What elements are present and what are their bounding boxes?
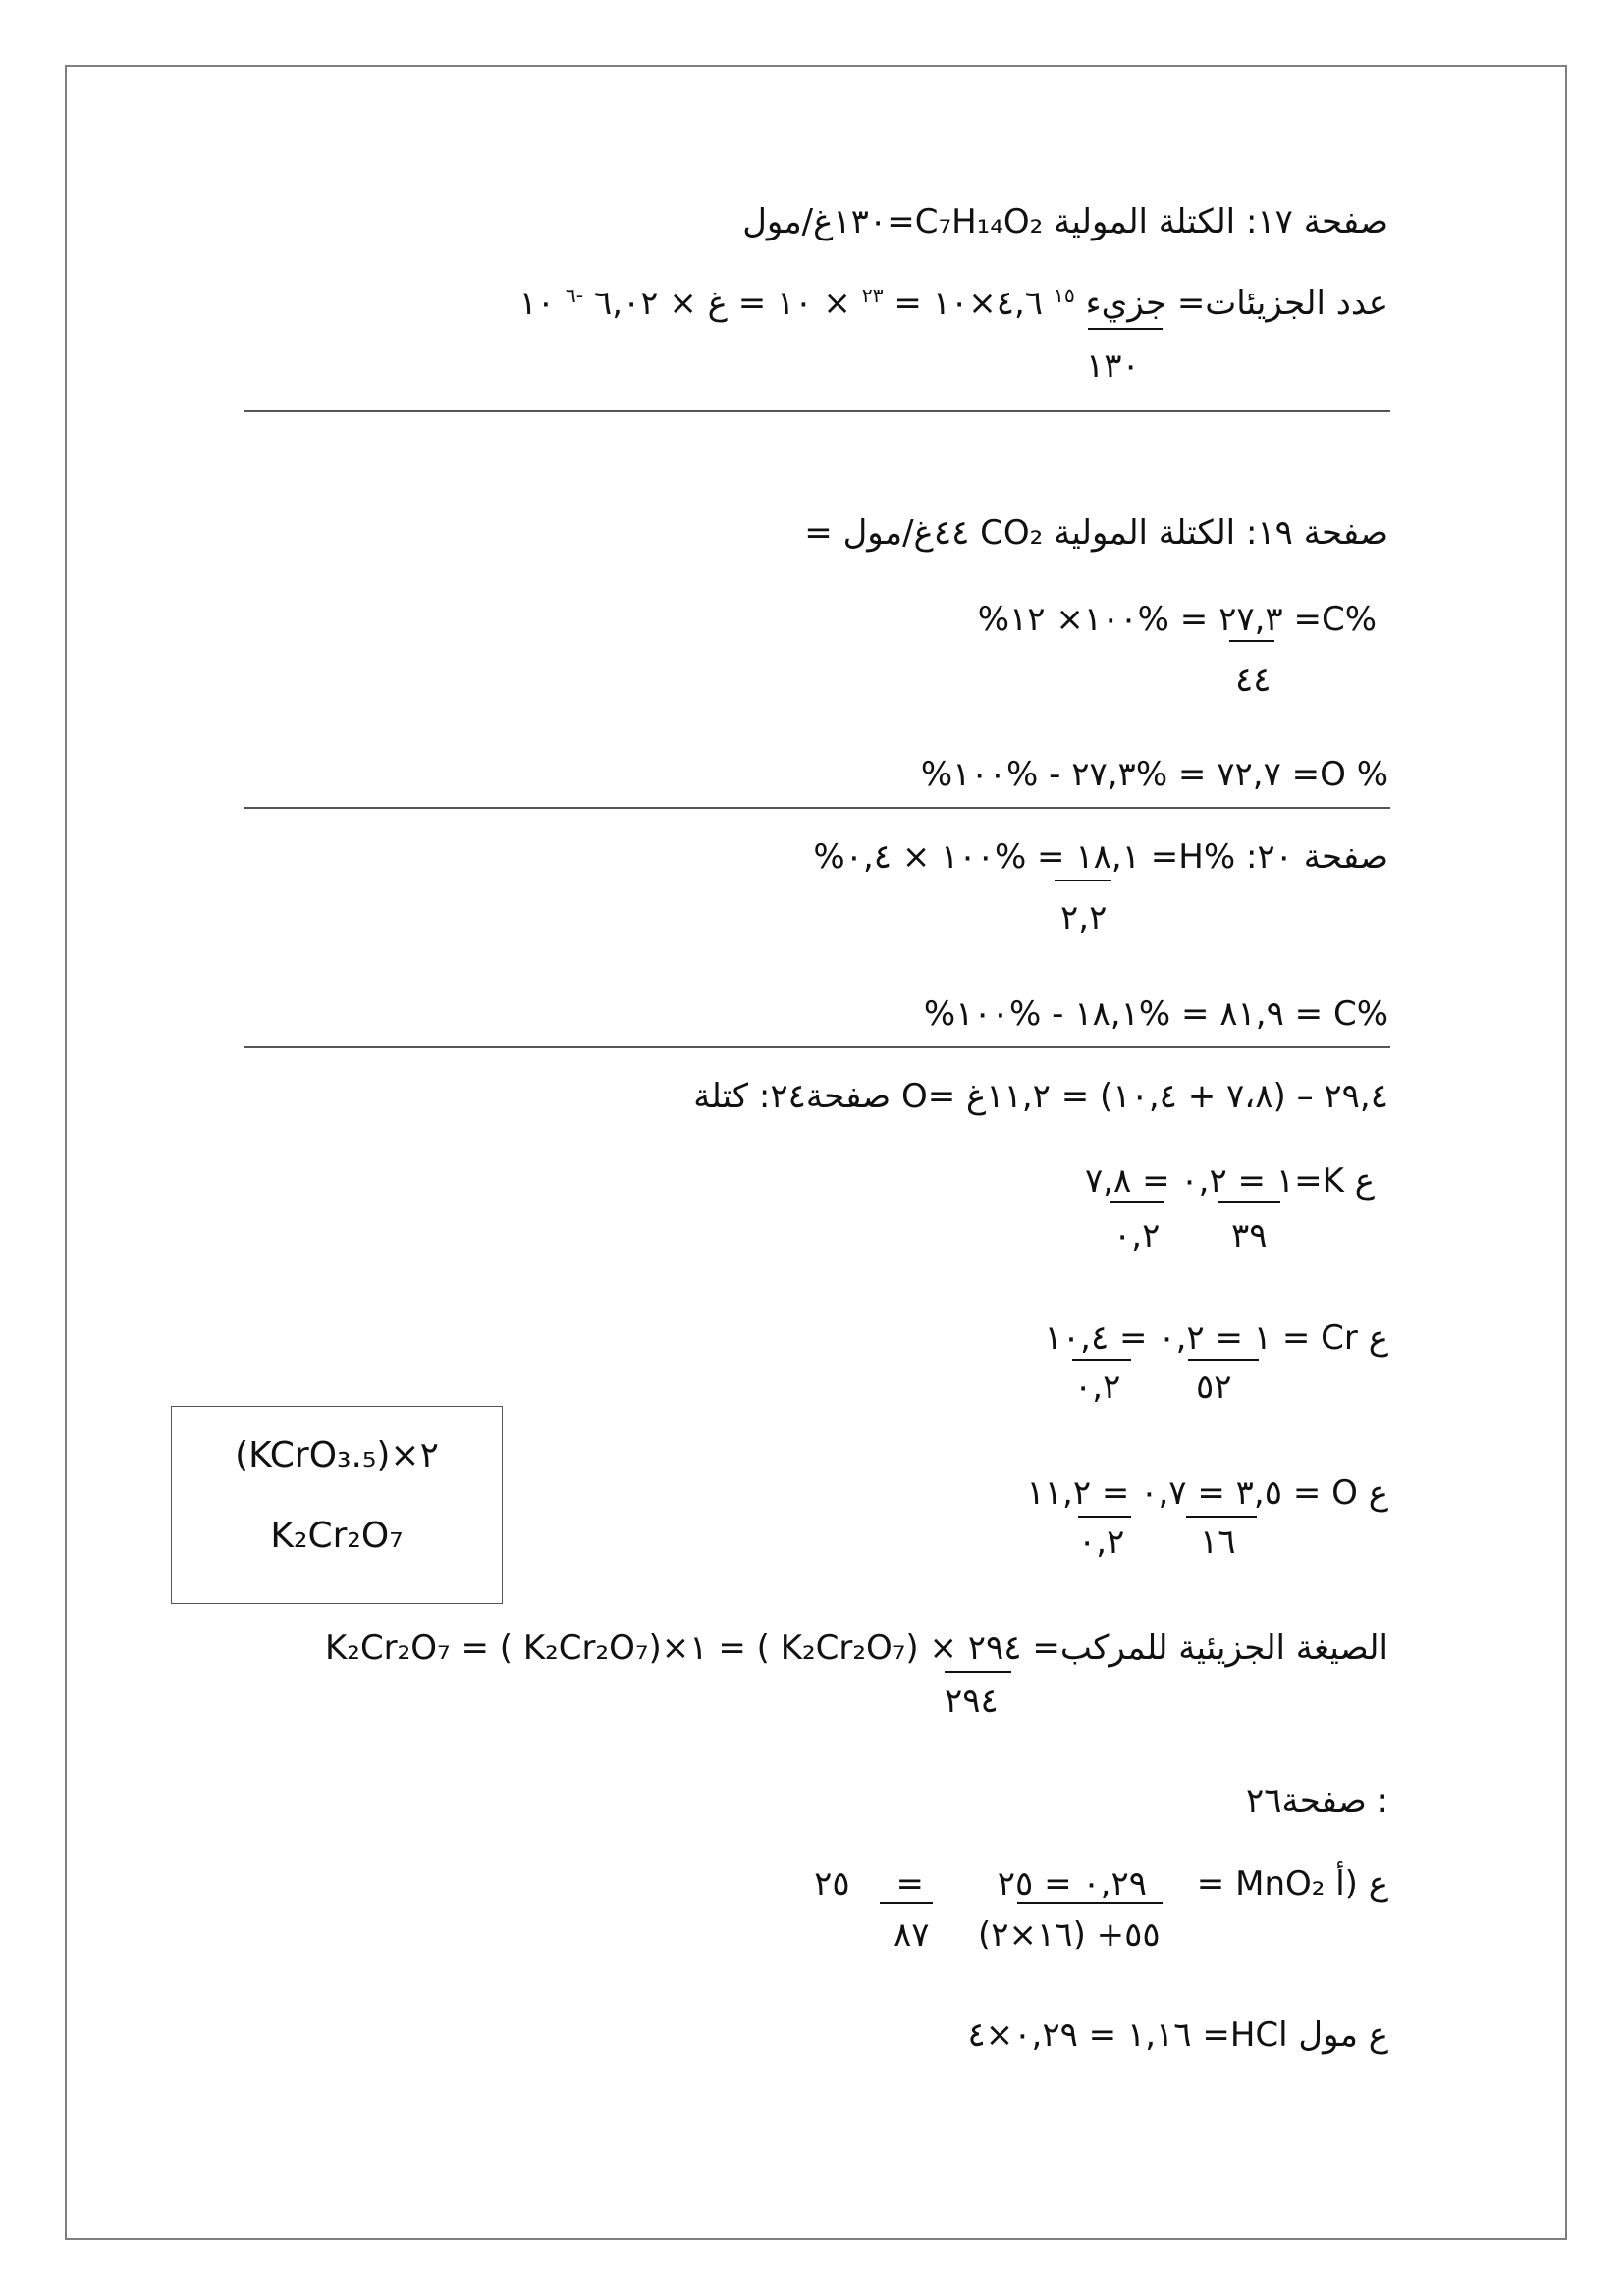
p24-oxygen-mass-line: صفحة٢٤: كتلة O= ٢٩,٤ – (٧،٨ + ١٠,٤) = ١١,٢غ xyxy=(693,1077,1388,1116)
p26-mno2-bar-2 xyxy=(1017,1902,1163,1904)
p24-k-bar-2 xyxy=(1218,1201,1280,1203)
p24-o-denominator-2: ١٦ xyxy=(1200,1522,1236,1562)
p19-carbon-percent-line: %٢٧,٣ = %١٠٠× ١٢ =C% xyxy=(977,600,1377,639)
p24-cr-denominator-2: ٥٢ xyxy=(1196,1367,1232,1407)
p26-mno2-denominator-1: ٨٧ xyxy=(893,1915,930,1954)
p24-formula-bar xyxy=(945,1671,1011,1673)
p19-oxygen-percent-line: %٧٢,٧ = %٢٧,٣ - %١٠٠ =O % xyxy=(920,755,1388,794)
divider-3 xyxy=(244,1046,1390,1048)
box-line-1: (KCrO₃.₅)×٢ xyxy=(235,1435,439,1475)
p24-k-bar-1 xyxy=(1110,1201,1164,1203)
p24-o-line: ٣,٥ = ٠,٧ = ١١,٢ = O ع xyxy=(1026,1473,1388,1513)
p20-fraction-bar xyxy=(1055,880,1111,881)
p19-fraction-bar xyxy=(1229,640,1274,642)
p20-hydrogen-percent-line: %١٨,١ = %١٠٠ × ٠,٤ =H% صفحة ٢٠: xyxy=(813,837,1388,877)
p24-o-bar-1 xyxy=(1078,1516,1131,1518)
divider-1 xyxy=(244,410,1390,412)
p24-cr-line: ١ = ٠,٢ = ١٠,٤ = Cr ع xyxy=(1044,1318,1388,1358)
p24-molecular-formula-line: K₂Cr₂O₇ = ( K₂Cr₂O₇)×١ = ( K₂Cr₂O₇) × ٢٩٤ الصيغة الجزيئية للمركب= xyxy=(325,1629,1388,1668)
p26-mno2-bar-1 xyxy=(880,1902,933,1904)
p26-mno2-line: ٠,٢٩ = ٢٥ = ٢٥ = MnO₂ ع (أ xyxy=(814,1864,1388,1903)
p24-cr-bar-1 xyxy=(1072,1359,1131,1361)
p24-cr-denominator-1: ٠,٢ xyxy=(1074,1367,1121,1407)
p26-hcl-line: ١,١٦ = ٠,٢٩×٤ =HCl ع مول xyxy=(967,2015,1388,2055)
p26-mno2-denominator-2: (١٦×٢) +٥٥ xyxy=(978,1915,1161,1954)
p26-heading: صفحة٢٦ : xyxy=(1245,1782,1388,1821)
p24-o-denominator-1: ٠,٢ xyxy=(1078,1522,1125,1562)
p19-molar-mass-line: = ٤٤غ/مول CO₂ صفحة ١٩: الكتلة المولية xyxy=(804,513,1388,553)
p20-carbon-percent-line: %٨١,٩ = %١٨,١ - %١٠٠ = C% xyxy=(923,994,1388,1034)
p19-denominator: ٤٤ xyxy=(1235,661,1272,700)
p24-k-denominator-1: ٠,٢ xyxy=(1113,1216,1161,1255)
p17-molecules-line: جزيء $^{١٥}$ ٤,٦×١٠ = $^{٢٣}$ × ١٠ = غ × ٦,٠٢ $^{-٦}$ ١٠ عدد الجزيئات= xyxy=(518,283,1388,323)
p17-denominator: ١٣٠ xyxy=(1086,347,1140,386)
p24-k-denominator-2: ٣٩ xyxy=(1231,1216,1268,1255)
p24-k-line: ١ = ٠,٢ = ٧,٨ =K ع xyxy=(1084,1161,1375,1201)
p24-cr-bar-2 xyxy=(1188,1359,1259,1361)
p24-o-bar-2 xyxy=(1186,1516,1257,1518)
divider-2 xyxy=(244,807,1390,809)
p24-formula-denominator: ٢٩٤ xyxy=(945,1682,999,1721)
box-line-2: K₂Cr₂O₇ xyxy=(270,1516,404,1556)
empirical-formula-box xyxy=(171,1406,503,1604)
page-border xyxy=(65,65,1567,2240)
p20-denominator: ٢,٢ xyxy=(1060,898,1108,937)
p17-molar-mass-line: ١٣٠غ/مول=C₇H₁₄O₂ صفحة ١٧: الكتلة المولية xyxy=(742,202,1388,241)
p17-fraction-bar xyxy=(1088,328,1163,330)
